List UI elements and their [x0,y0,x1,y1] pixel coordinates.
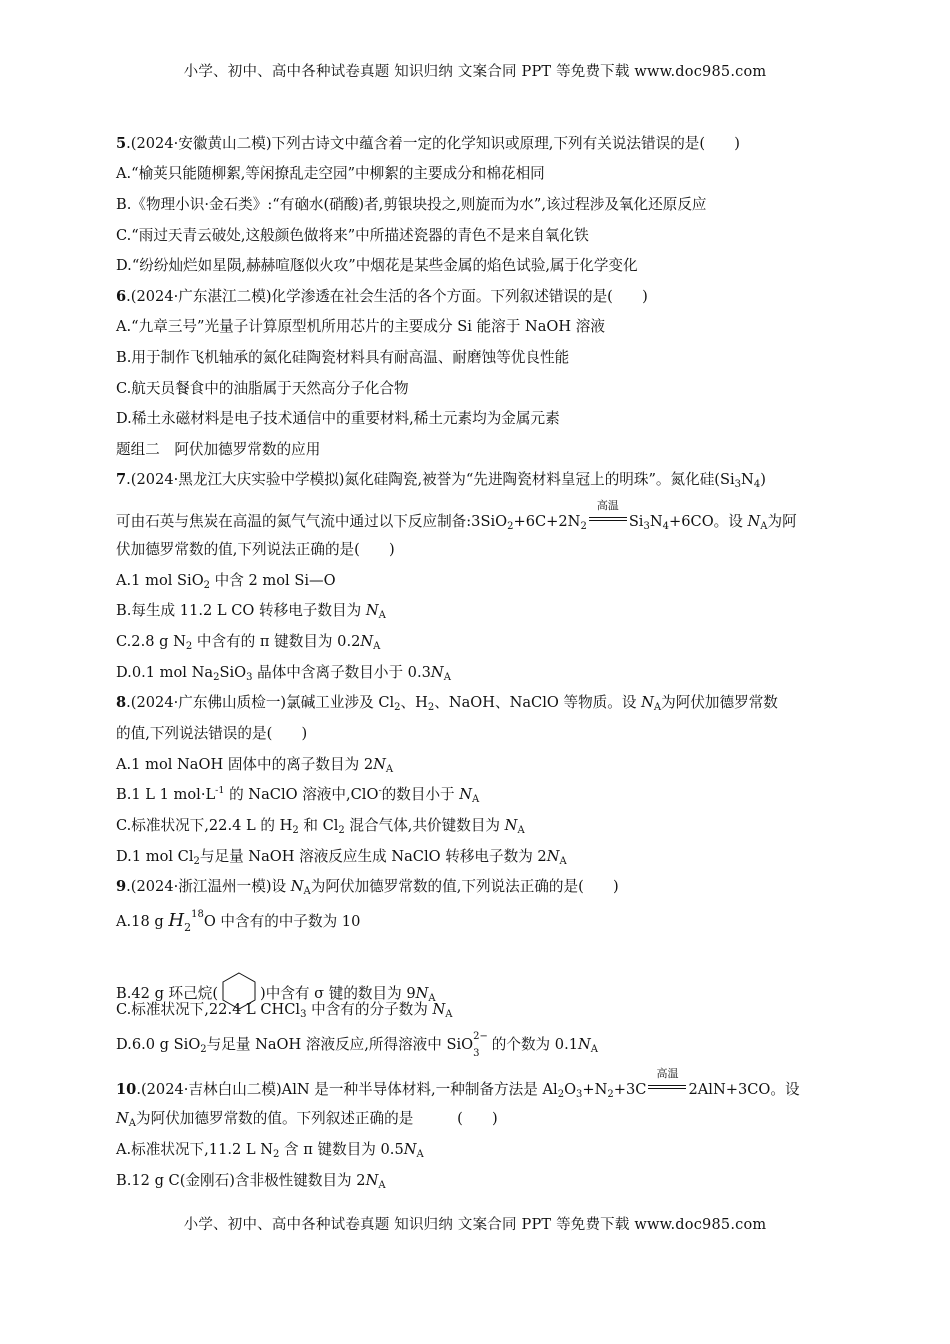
q6-option-d: D.稀土永磁材料是电子技术通信中的重要材料,稀土元素均为金属元素 [116,410,560,427]
q8-stem-line1: 8.(2024·广东佛山质检一)氯碱工业涉及 $Cl_2$、$H_2$、NaOH、NaClO 等物质。设 $N_A$为阿伏加德罗常数 [116,694,778,713]
q6-number: 6 [116,288,127,305]
q7-option-a: A.1 mol SiO$_2$ 中含 2 mol Si—O [116,572,336,591]
reaction-condition: 高温 [648,1078,686,1096]
reaction-condition: 高温 [589,510,627,528]
q9-option-d: D.6.0 g SiO$_2$与足量 NaOH 溶液反应,所得溶液中 SiO 3 2− 的个数为 $0.1N_A$ [116,1031,599,1059]
q5-option-c: C.“雨过天青云破处,这般颜色做将来”中所描述瓷器的青色不是来自氧化铁 [116,227,589,244]
page-header: 小学、初中、高中各种试卷真题 知识归纳 文案合同 PPT 等免费下载 www.doc985.com [183,64,767,80]
q10-stem-line2: $N_A$为阿伏加德罗常数的值。下列叙述正确的是 ( ) [116,1110,498,1129]
q9-option-a: A.18 g $H_2^{18}O$ 中含有的中子数为 10 [116,909,361,934]
q5-option-b: B.《物理小识·金石类》:“有硇水(硝酸)者,剪银块投之,则旋而为水”,该过程涉及氧化还原反应 [116,196,707,213]
q7-stem-line3: 伏加德罗常数的值,下列说法正确的是( ) [116,541,395,558]
q6-option-b: B.用于制作飞机轴承的氮化硅陶瓷材料具有耐高温、耐磨蚀等优良性能 [116,349,570,366]
q7-stem-line2: 可由石英与焦炭在高温的氮气气流中通过以下反应制备$:3SiO_2+6C+2N_2$ 高温 $Si_3N_4+6CO$。设 $N_A$为阿 [116,499,797,532]
q8-stem-line2: 的值,下列说法错误的是( ) [116,725,308,742]
q8-number: 8 [116,694,127,711]
q6-option-a: A.“九章三号”光量子计算原型机所用芯片的主要成分 Si 能溶于 NaOH 溶液 [116,318,605,335]
group-title: 题组二 阿伏加德罗常数的应用 [116,441,321,458]
q7-number: 7 [116,471,127,488]
q9-stem: 9.(2024·浙江温州一模)设 $N_A$为阿伏加德罗常数的值,下列说法正确的是( ) [116,878,619,897]
q7-option-d: D.0.1 mol $Na_2SiO_3$ 晶体中含离子数目小于 $0.3N_A$ [116,664,451,683]
q7-option-b: B.每生成 11.2 L CO 转移电子数目为 $N_A$ [116,602,386,621]
q6-stem: 6.(2024·广东湛江二模)化学渗透在社会生活的各个方面。下列叙述错误的是( ) [116,288,648,305]
q9-number: 9 [116,878,127,895]
silicate-ion: SiO 3 2− [446,1031,488,1059]
q5-stem: 5.(2024·安徽黄山二模)下列古诗文中蕴含着一定的化学知识或原理,下列有关说法错误的是( ) [116,135,740,152]
q5-option-d: D.“纷纷灿烂如星陨,赫赫喧豗似火攻”中烟花是某些金属的焰色试验,属于化学变化 [116,257,638,274]
q10-stem-line1: 10.(2024·吉林白山二模)AlN 是一种半导体材料,一种制备方法是 $Al_2O_3+N_2+3C$ 高温 2AlN+3CO。设 [116,1067,800,1100]
q9-option-b: B.42 g 环己烷( )中含有 σ 键的数目为 $9N_A$ [116,970,436,1012]
q8-option-d: D.1 mol $Cl_2$与足量 NaOH 溶液反应生成 NaClO 转移电子数为 $2N_A$ [116,848,567,867]
q9-option-c: C.标准状况下,22.4 L CHCl$_3$ 中含有的分子数为 $N_A$ [116,1001,453,1020]
q8-option-b: B.1 L 1 $mol\cdot L^{-1}$ 的 NaClO 溶液中,ClO-的数目小于 $N_A$ [116,785,480,805]
q8-option-c: C.标准状况下,22.4 L 的 $H_2$ 和 $Cl_2$ 混合气体,共价键数目为 $N_A$ [116,817,525,836]
q6-option-c: C.航天员餐食中的油脂属于天然高分子化合物 [116,380,409,397]
q10-option-b: B.12 g C(金刚石)含非极性键数目为 $2N_A$ [116,1172,386,1191]
q10-option-a: A.标准状况下,11.2 L $N_2$ 含 π 键数目为 $0.5N_A$ [116,1141,424,1160]
q10-number: 10 [116,1081,137,1098]
q7-option-c: C.2.8 g $N_2$ 中含有的 π 键数目为 $0.2N_A$ [116,633,381,652]
q5-number: 5 [116,135,127,152]
q8-option-a: A.1 mol NaOH 固体中的离子数目为 $2N_A$ [116,756,394,775]
q5-option-a: A.“榆荚只能随柳絮,等闲撩乱走空园”中柳絮的主要成分和棉花相同 [116,165,545,182]
page-footer: 小学、初中、高中各种试卷真题 知识归纳 文案合同 PPT 等免费下载 www.doc985.com [183,1217,767,1233]
q7-stem-line1: 7.(2024·黑龙江大庆实验中学模拟)氮化硅陶瓷,被誉为“先进陶瓷材料皇冠上的明珠”。氮化硅$(Si_3N_4)$ [116,471,766,490]
